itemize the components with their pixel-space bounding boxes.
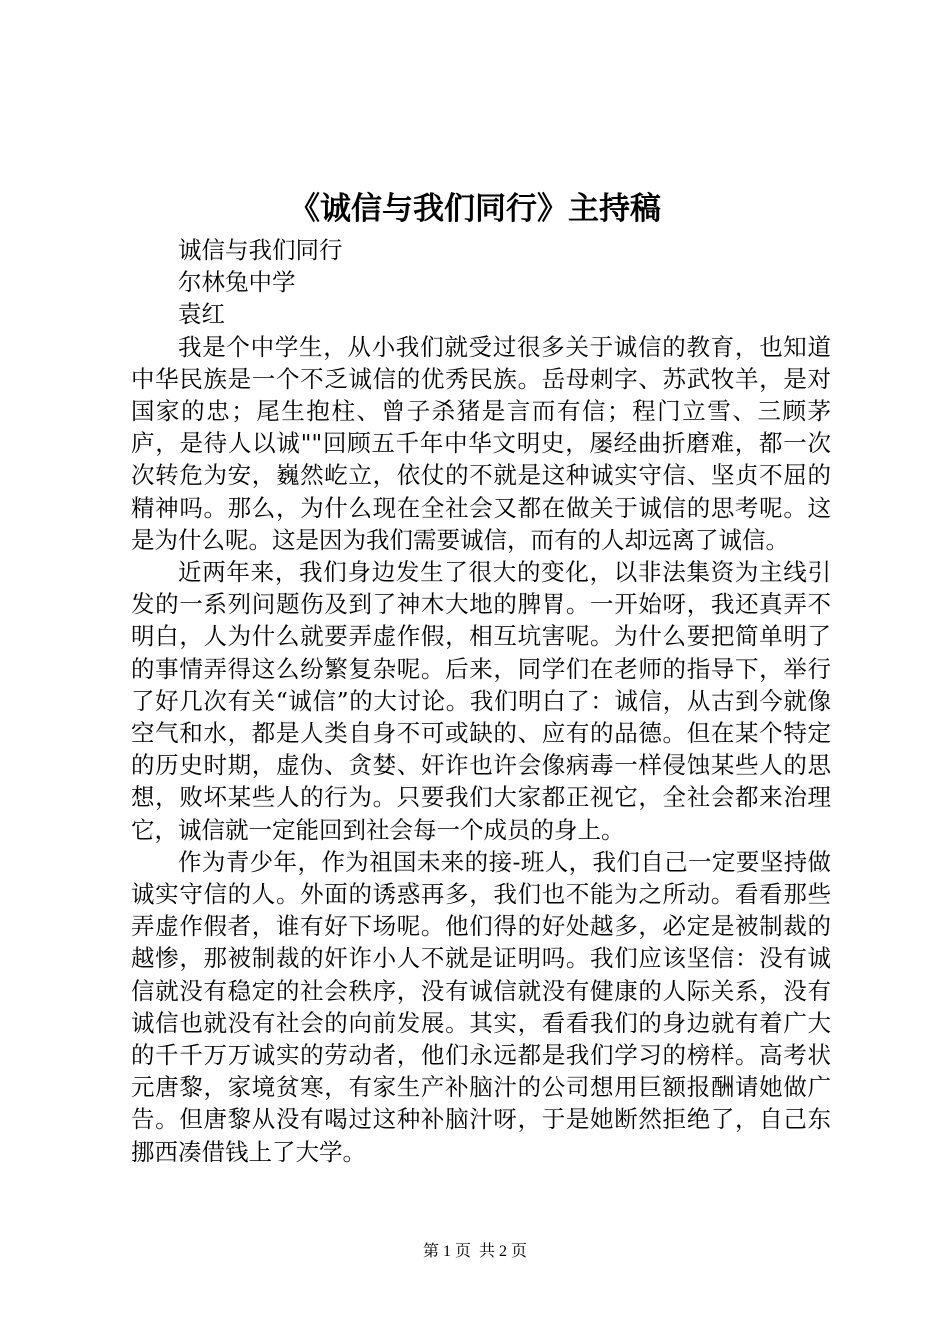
document-body xyxy=(131,234,831,1168)
page-footer: 第 1 页 共 2 页 xyxy=(422,1243,527,1260)
subtitle-line: 诚信与我们同行 xyxy=(178,236,343,264)
author-line: 袁红 xyxy=(178,300,225,329)
body-paragraph: 作为青少年，作为祖国未来的接-班人，我们自己一定要坚持做诚实守信的人。外面的诱惑再多，我们也不能为之所动。看看那些弄虚作假者，谁有好下场呢。他们得的好处越多，必定是被制裁的越惨，那被制裁的奸诈小人不就是证明吗。我们应该坚信：没有诚信就没有稳定的社会秩序，没有诚信就没有健康的人际关系，没有诚信也就没有社会的向前发展。其实，看看我们的身边就有着广大的千千万万诚实的劳动者，他们永远都是我们学习的榜样。高考状元唐黎，家境贫寒，有家生产补脑汁的公司想用巨额报酬请她做广告。但唐黎从没有喝过这种补脑汁呀，于是她断然拒绝了，自己东挪西凑借钱上了大学。 xyxy=(131,847,831,1166)
school-line: 尔林兔中学 xyxy=(178,268,296,297)
document-title: 《诚信与我们同行》主持稿 xyxy=(289,191,661,227)
body-paragraph: 我是个中学生，从小我们就受过很多关于诚信的教育，也知道中华民族是一个不乏诚信的优秀民族。岳母刺字、苏武牧羊，是对国家的忠；尾生抱柱、曾子杀猪是言而有信；程门立雪、三顾茅庐，是待人以诚""回顾五千年中华文明史，屡经曲折磨难，都一次次转危为安，巍然屹立，依仗的不就是这种诚实守信、坚贞不屈的精神吗。那么，为什么现在全社会又都在做关于诚信的思考呢。这是为什么呢。这是因为我们需要诚信，而有的人却远离了诚信。 xyxy=(131,332,831,554)
body-paragraph: 近两年来，我们身边发生了很大的变化，以非法集资为主线引发的一系列问题伤及到了神木大地的脾胃。一开始呀，我还真弄不明白，人为什么就要弄虚作假，相互坑害呢。为什么要把简单明了的事情弄得这么纷繁复杂呢。后来，同学们在老师的指导下，举行了好几次有关“诚信”的大讨论。我们明白了：诚信，从古到今就像空气和水，都是人类自身不可或缺的、应有的品德。但在某个特定的历史时期，虚伪、贪婪、奸诈也许会像病毒一样侵蚀某些人的思想，败坏某些人的行为。只要我们大家都正视它，全社会都来治理它，诚信就一定能回到社会每一个成员的身上。 xyxy=(131,558,831,844)
